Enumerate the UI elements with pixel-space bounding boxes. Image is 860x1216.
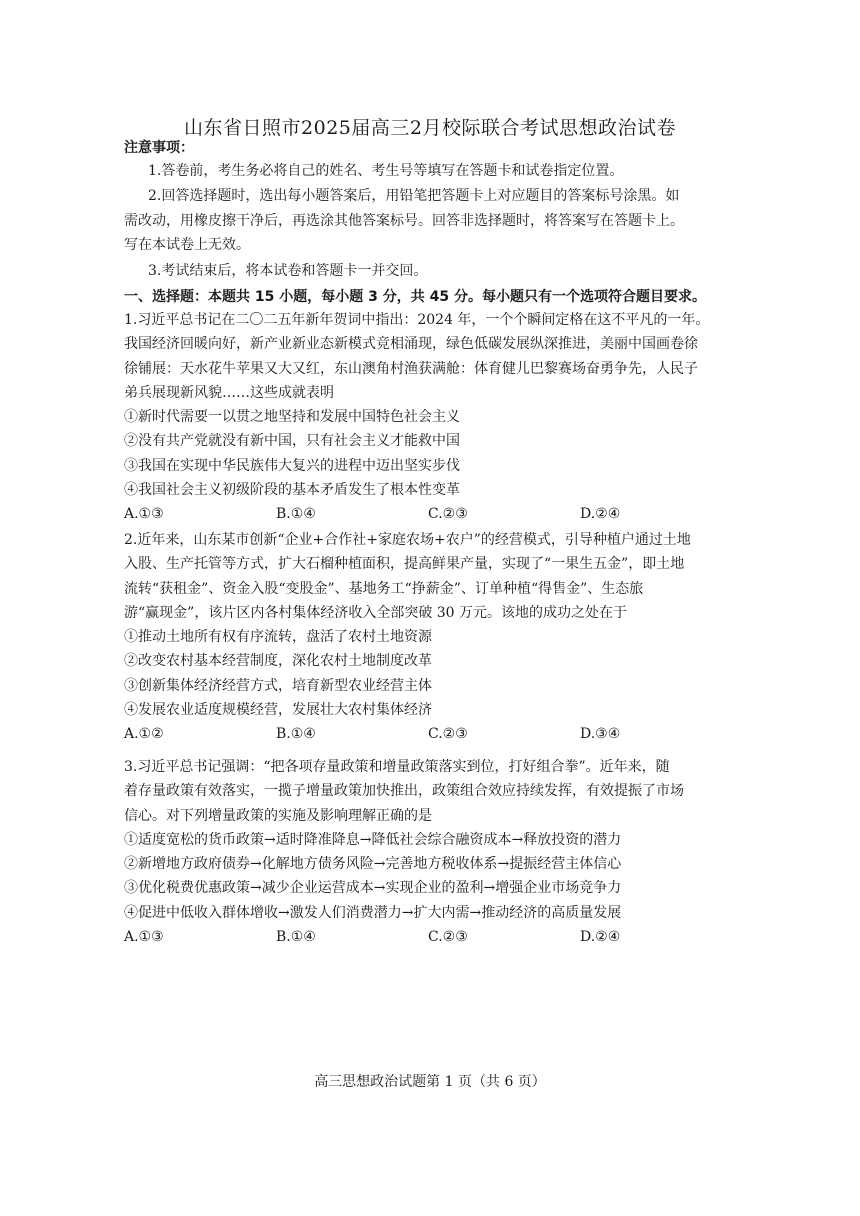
question-2 [124, 528, 764, 746]
option-c: C.②③ [428, 929, 468, 946]
option-b: B.①④ [276, 929, 316, 946]
statement-line: ①适度宽松的货币政策→适时降准降息→降低社会综合融资成本→释放投资的潜力 [124, 831, 622, 848]
option-c: C.②③ [428, 726, 468, 743]
option-d: D.②④ [580, 506, 621, 523]
question-3 [124, 755, 764, 949]
question-line: 流转“获租金”、资金入股“变股金”、基地务工“挣薪金”、订单种植“得售金”、生态旅 [124, 580, 644, 597]
statement-line: ④发展农业适度规模经营，发展壮大农村集体经济 [124, 702, 432, 719]
option-b: B.①④ [276, 506, 316, 523]
option-c: C.②③ [428, 506, 468, 523]
page-title: 山东省日照市2025届高三2月校际联合考试思想政治试卷 [184, 117, 676, 139]
question-line: 弟兵展现新风貌……这些成就表明 [124, 384, 334, 401]
statement-line: ③优化税费优惠政策→减少企业运营成本→实现企业的盈利→增强企业市场竞争力 [124, 880, 622, 897]
option-a: A.①③ [124, 506, 164, 523]
answer-options [124, 722, 764, 746]
question-line: 1.习近平总书记在二〇二五年新年贺词中指出：2024 年，一个个瞬间定格在这不平凡的一年。 [124, 312, 710, 328]
answer-options [124, 502, 764, 526]
question-1 [124, 308, 764, 526]
section-heading: 一、选择题：本题共 15 小题，每小题 3 分，共 45 分。每小题只有一个选项符合题目要求。 [124, 289, 706, 305]
notice-item: 1.答卷前，考生务必将自己的姓名、考生号等填写在答题卡和试卷指定位置。 [148, 163, 624, 179]
page-footer: 高三思想政治试题第 1 页（共 6 页） [314, 1074, 546, 1090]
question-line: 信心。对下列增量政策的实施及影响理解正确的是 [124, 807, 432, 824]
statement-line: ④促进中低收入群体增收→激发人们消费潜力→扩大内需→推动经济的高质量发展 [124, 904, 622, 921]
option-a: A.①② [124, 726, 164, 743]
statement-line: ①推动土地所有权有序流转，盘活了农村土地资源 [124, 629, 432, 646]
option-d: D.③④ [580, 726, 621, 743]
statement-line: ③我国在实现中华民族伟大复兴的进程中迈出坚实步伐 [124, 457, 460, 474]
question-line: 游“赢现金”，该片区内各村集体经济收入全部突破 30 万元。该地的成功之处在于 [124, 604, 628, 621]
statement-line: ②没有共产党就没有新中国，只有社会主义才能救中国 [124, 433, 460, 450]
notice-item: 2.回答选择题时，选出每小题答案后，用铅笔把答题卡上对应题目的答案标号涂黑。如 [148, 188, 680, 204]
question-line: 入股、生产托管等方式，扩大石榴种植面积，提高鲜果产量，实现了“一果生五金”，即土地 [124, 556, 685, 573]
statement-line: ①新时代需要一以贯之地坚持和发展中国特色社会主义 [124, 409, 460, 426]
statement-line: ③创新集体经济经营方式，培育新型农业经营主体 [124, 677, 432, 694]
question-line: 徐铺展：天水花牛苹果又大又红，东山澳角村渔获满舱：体育健儿巴黎赛场奋勇争先，人民子 [124, 360, 698, 377]
notice-item: 3.考试结束后，将本试卷和答题卡一并交回。 [148, 263, 428, 279]
question-line: 3.习近平总书记强调：“把各项存量政策和增量政策落实到位，打好组合拳”。近年来，随 [124, 759, 670, 775]
question-line: 2.近年来，山东某市创新“企业+合作社+家庭农场+农户”的经营模式，引导种植户通过土地 [124, 532, 691, 548]
option-b: B.①④ [276, 726, 316, 743]
option-d: D.②④ [580, 929, 621, 946]
statement-line: ②新增地方政府债券→化解地方债务风险→完善地方税收体系→提振经营主体信心 [124, 856, 622, 873]
question-line: 着存量政策有效落实，一揽子增量政策加快推出，政策组合效应持续发挥，有效提振了市场 [124, 783, 684, 800]
answer-options [124, 925, 764, 949]
notice-item: 需改动，用橡皮擦干净后，再选涂其他答案标号。回答非选择题时，将答案写在答题卡上。 [124, 213, 684, 229]
statement-line: ②改变农村基本经营制度，深化农村土地制度改革 [124, 653, 432, 670]
option-a: A.①③ [124, 929, 164, 946]
statement-line: ④我国社会主义初级阶段的基本矛盾发生了根本性变革 [124, 482, 460, 499]
notice-item: 写在本试卷上无效。 [124, 237, 250, 253]
question-line: 我国经济回暖向好，新产业新业态新模式竞相涌现，绿色低碳发展纵深推进，美丽中国画卷徐 [124, 336, 698, 353]
notice-heading: 注意事项： [124, 140, 194, 156]
